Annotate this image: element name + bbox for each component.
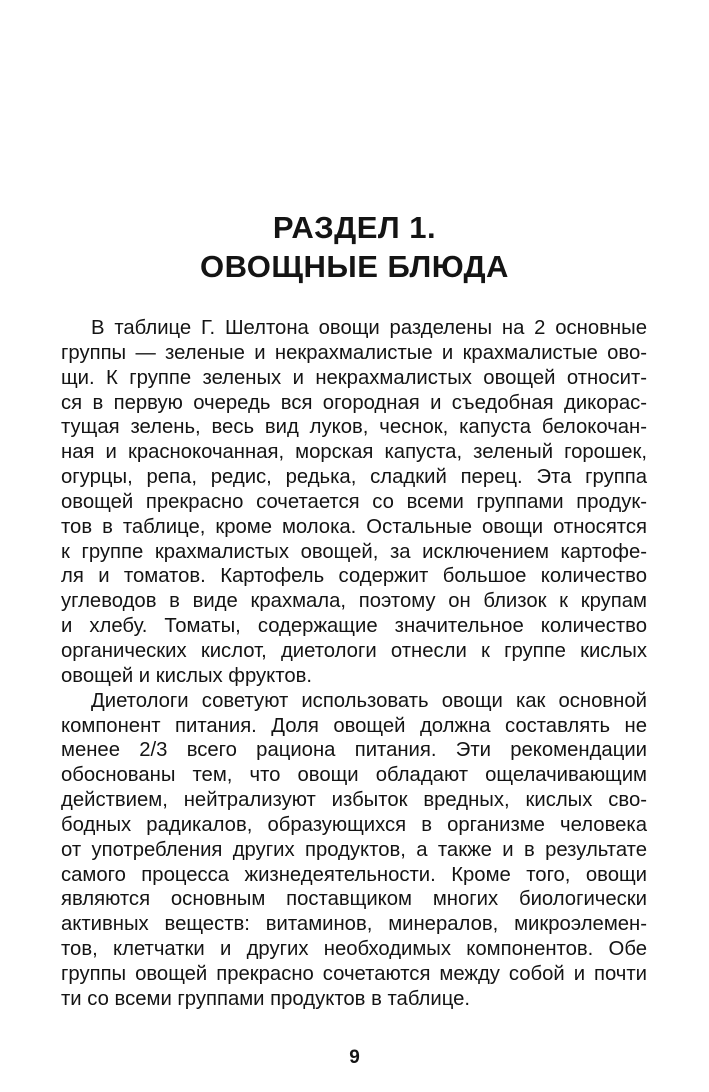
text-line: ти со всеми группами продуктов в таблице. bbox=[61, 987, 470, 1010]
body-text bbox=[61, 316, 647, 1012]
text-line: являются основным поставщиком многих биологически bbox=[61, 888, 647, 911]
text-line: В таблице Г. Шелтона овощи разделены на 2 основные bbox=[91, 317, 647, 339]
text-line: тов, клетчатки и других необходимых компонентов. Обе bbox=[61, 938, 647, 961]
text-line: огурцы, репа, редис, редька, сладкий перец. Эта группа bbox=[61, 466, 647, 489]
text-line: группы овощей прекрасно сочетаются между собой и почти bbox=[61, 962, 647, 985]
section-title-line-2: ОВОЩНЫЕ БЛЮДА bbox=[200, 249, 509, 284]
text-line: действием, нейтрализуют избыток вредных, кислых сво- bbox=[61, 789, 647, 812]
text-line: ся в первую очередь вся огородная и съедобная дикорас- bbox=[61, 391, 647, 414]
text-line: ная и краснокочанная, морская капуста, зеленый горошек, bbox=[61, 441, 647, 464]
text-line: тов в таблице, кроме молока. Остальные овощи относятся bbox=[61, 515, 647, 538]
paragraph-2 bbox=[61, 689, 647, 1012]
text-line: компонент питания. Доля овощей должна составлять не bbox=[61, 714, 647, 737]
text-line: овощей и кислых фруктов. bbox=[61, 664, 313, 687]
text-line: к группе крахмалистых овощей, за исключением картофе- bbox=[61, 540, 647, 563]
text-line: углеводов в виде крахмала, поэтому он близок к крупам bbox=[61, 590, 647, 613]
page-number: 9 bbox=[349, 1047, 360, 1068]
text-line: от употребления других продуктов, а также и в результате bbox=[61, 838, 647, 861]
text-line: и хлебу. Томаты, содержащие значительное количество bbox=[61, 615, 647, 638]
section-title-line-1: РАЗДЕЛ 1. bbox=[272, 210, 437, 245]
text-line: группы — зеленые и некрахмалистые и крахмалистые ово- bbox=[61, 341, 647, 364]
text-line: тущая зелень, весь вид луков, чеснок, капуста белокочан- bbox=[61, 416, 647, 439]
text-line: самого процесса жизнедеятельности. Кроме того, овощи bbox=[61, 863, 647, 886]
text-line: бодных радикалов, образующихся в организме человека bbox=[61, 813, 647, 836]
text-line: активных веществ: витаминов, минералов, микроэлемен- bbox=[61, 913, 647, 936]
section-heading bbox=[0, 208, 709, 286]
text-line: органических кислот, диетологи отнесли к группе кислых bbox=[61, 639, 647, 662]
text-line: обоснованы тем, что овощи обладают ощелачивающим bbox=[61, 764, 647, 787]
text-line: менее 2/3 всего рациона питания. Эти рекомендации bbox=[61, 739, 647, 762]
text-line: ля и томатов. Картофель содержит большое количество bbox=[61, 565, 647, 588]
paragraph-1 bbox=[61, 316, 647, 689]
text-line: овощей прекрасно сочетается со всеми группами продук- bbox=[61, 490, 647, 513]
text-line: Диетологи советуют использовать овощи как основной bbox=[91, 689, 647, 712]
text-line: щи. К группе зеленых и некрахмалистых овощей относит- bbox=[61, 366, 647, 389]
